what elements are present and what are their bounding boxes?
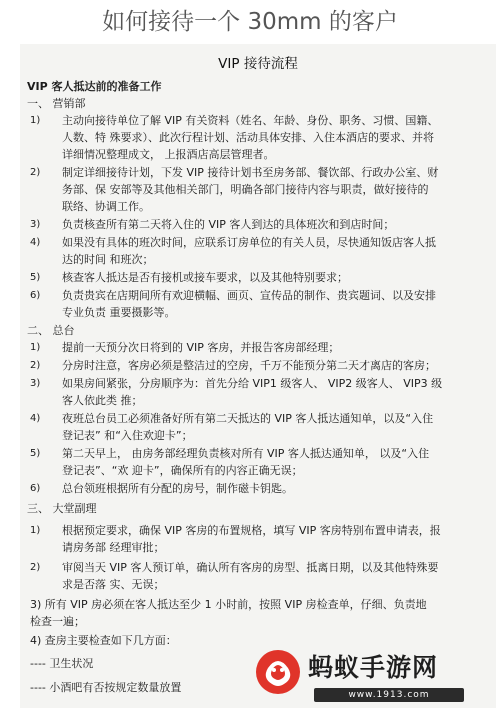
checklist-item: ---- 小酒吧有否按规定数量放置 [30,681,182,694]
item-text: 详细情况整理成文， 上报酒店高层管理者。 [62,148,275,161]
item-text: 务部、保 安部等及其他相关部门，明确各部门接待内容与职责，做好接待的 [62,183,429,196]
item-text: 主动向接待单位了解 VIP 有关资料（姓名、年龄、身份、职务、习惯、国籍、 [62,114,439,127]
document-page [20,44,496,708]
item-text: 达的时间 和班次； [62,253,154,266]
item-text: 3) 所有 VIP 房必须在客人抵达至少 1 小时前，按照 VIP 房检查单，仔细、负责地 [30,598,427,611]
item-text: 核查客人抵达是否有接机或接车要求，以及其他特别要求； [62,271,348,284]
item-number: 5) [30,272,41,283]
item-number: 2) [30,562,41,573]
item-text: 负责核查所有第二天将入住的 VIP 客人到达的具体班次和到店时间； [62,218,395,231]
item-number: 6) [30,290,41,301]
item-text: 检查一遍； [30,615,85,628]
section-front-desk-heading: 二、 总台 [27,324,75,337]
item-text: 分房时注意，客房必须是整洁过的空房，千万不能预分第二天才离店的客房； [62,359,436,372]
item-text: 提前一天预分次日将到的 VIP 客房，并报告客房部经理； [62,341,340,354]
item-text: 审阅当天 VIP 客人预订单，确认所有客房的房型、抵离日期，以及其他特殊要 [62,561,439,574]
item-number: 5) [30,448,41,459]
item-text: 请房务部 经理审批； [62,541,165,554]
item-number: 1) [30,525,41,536]
item-number: 2) [30,360,41,371]
item-text: 制定详细接待计划，下发 VIP 接待计划书至房务部、餐饮部、行政办公室、财 [62,166,439,179]
item-number: 6) [30,483,41,494]
item-number: 3) [30,219,41,230]
item-text: 联络、协调工作。 [62,200,150,213]
watermark-url: www.1913.com [314,688,464,702]
watermark-site-name: 蚂蚁手游网 [308,653,439,682]
item-text: 夜班总台员工必须准备好所有第二天抵达的 VIP 客人抵达通知单，以及“入住 [62,412,434,425]
item-text: 人数、特 殊要求）、此次行程计划、活动具体安排、入住本酒店的要求、并将 [62,131,434,144]
item-text: 登记表” 和“入住欢迎卡”； [62,429,193,442]
section-lobby-manager-heading: 三、 大堂副理 [27,502,97,515]
section-marketing-heading: 一、 营销部 [27,97,86,110]
item-text: 如果没有具体的班次时间，应联系订房单位的有关人员，尽快通知饭店客人抵 [62,236,436,249]
item-text: 总台领班根据所有分配的房号，制作磁卡钥匙。 [62,482,293,495]
item-text: 如果房间紧张，分房顺序为：首先分给 VIP1 级客人、 VIP2 级客人、 VIP3 级 [62,377,443,390]
prep-heading: VIP 客人抵达前的准备工作 [27,80,162,93]
item-text: 客人依此类 推； [62,394,143,407]
item-text: 求是否落 实、无误； [62,578,165,591]
site-watermark [248,646,498,708]
item-text: 负责贵宾在店期间所有欢迎横幅、画页、宣传品的制作、贵宾题词、以及安排 [62,289,436,302]
item-number: 3) [30,378,41,389]
item-text: 4) 查房主要检查如下几方面： [30,634,177,647]
item-number: 2) [30,167,41,178]
item-number: 4) [30,413,41,424]
item-text: 根据预定要求，确保 VIP 客房的布置规格，填写 VIP 客房特别布置申请表，报 [62,524,441,537]
ant-logo-icon [254,648,302,696]
document-title: VIP 接待流程 [218,56,298,72]
item-text: 登记表”、“欢 迎卡”，确保所有的内容正确无误； [62,464,303,477]
item-text: 第二天早上， 由房务部经理负责核对所有 VIP 客人抵达通知单， 以及“入住 [62,447,430,460]
checklist-item: ---- 卫生状况 [30,657,94,670]
item-number: 1) [30,115,41,126]
item-number: 1) [30,342,41,353]
item-number: 4) [30,237,41,248]
item-text: 专业负责 重要摄影等。 [62,306,176,319]
page-banner-title: 如何接待一个 30mm 的客户 [102,9,398,35]
